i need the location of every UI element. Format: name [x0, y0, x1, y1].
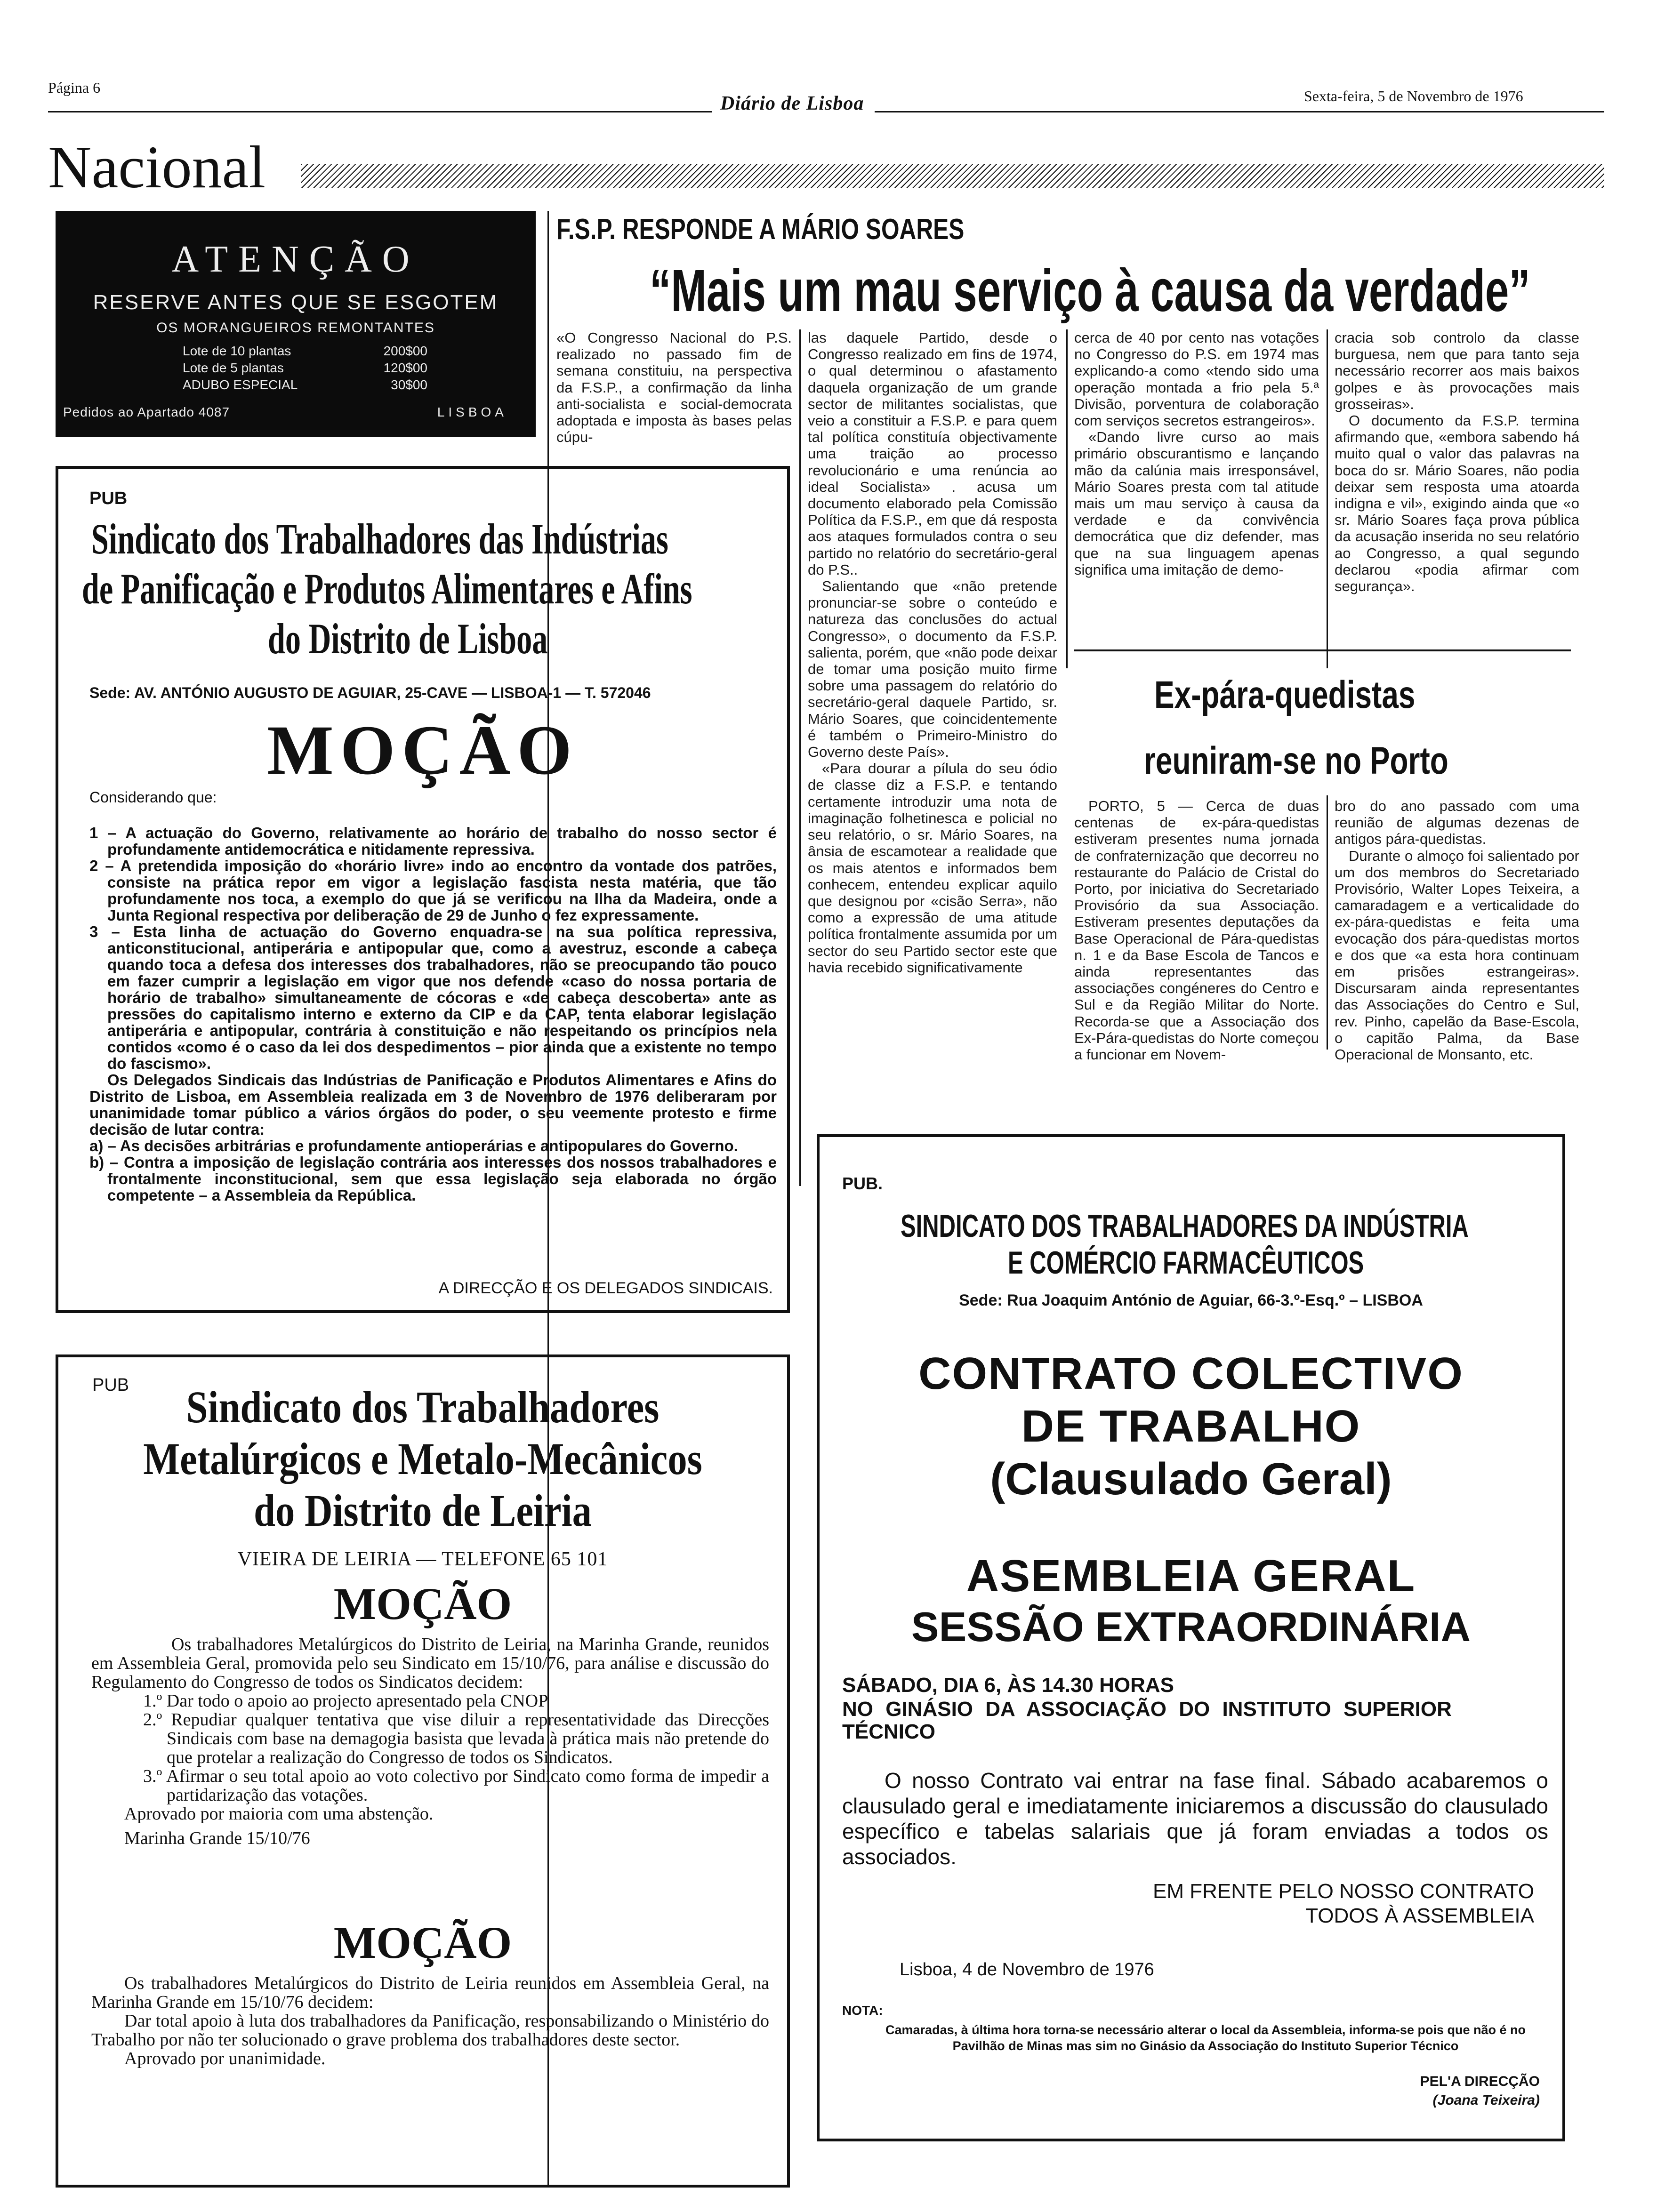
ad-leiria [56, 1354, 790, 2188]
ad-farm-big-5: SESSÃO EXTRAORDINÁRIA [911, 1603, 1471, 1650]
paraquedistas-column-rule [1327, 795, 1328, 1050]
ad-leiria-motion-2: MOÇÃO [333, 1917, 512, 1968]
ad-leiria-title-2: Metalúrgicos e Metalo-Mecânicos [143, 1434, 702, 1484]
ad-atencao-line-1 [183, 344, 427, 359]
ad-farm-big-3: (Clausulado Geral) [990, 1454, 1392, 1504]
item: 3.º Afirmar o seu total apoio ao voto colectivo por Sindicato como forma de impedir a partidarização das votações. [143, 1766, 769, 1805]
paragraph: O documento da F.S.P. termina afirmando que, «embora sabendo há muito qual o valor das palavras na boca do sr. Mário Soares, não podia deixar sem resposta uma atoarda indigna e vil», exigindo ainda que «o sr. Mário Soares faça prova pública da acusação inserida no seu relatório ao Congresso, a qual segundo declarou «podia afirmar com segurança». [1335, 412, 1579, 595]
column-rule-3 [1066, 329, 1068, 668]
ad-panificacao-title-3 [268, 614, 657, 664]
ad-leiria-title-1: Sindicato dos Trabalhadores [186, 1382, 660, 1432]
paragraph: «Dando livre curso ao mais primário obscurantismo e lançando mão da calúnia mais irresponsável, Mário Soares presta com tal atitude mais um mau serviço à causa da verdade e da convivência democrática que diz defender, mas que na sua linguagem apenas significa uma imitação de demo- [1074, 429, 1319, 578]
ad-atencao-product: OS MORANGUEIROS REMONTANTES [156, 320, 435, 336]
paragraph: Os trabalhadores Metalúrgicos do Distrito de Leiria, na Marinha Grande, reunidos em Assembleia Geral, promovida pelo seu Sindicato em 15/10/76, para análise e discussão do Regulamento do Congresso de todos os Sindicatos decidem: [91, 1635, 769, 1692]
item: 3 – Esta linha de actuação do Governo enquadra-se na sua política repressiva, anticonstitucional, antiperária e antipopular que, como a avestruz, esconde a cabeça quando toca a defesa dos interesses dos trabalhadores, não se preocupando tão pouco em fazer cumprir a legislação em vigor que nos defende «caso do nossa portaria de horário de trabalho» simultaneamente de cócoras e «de cabeça descoberta» ante as pressões do capitalismo interno e externo da CIP e da CAP, tenta elaborar legislação antiperária e antipopular, contrária à constituição e não respeitando os princípios nela contidos «como é o caso da lei dos despedimentos – pior ainda que a existente no tempo do fascismo». [89, 923, 777, 1072]
article-fsp-col4 [1335, 329, 1579, 594]
ad-farm-big-2: DE TRABALHO [1021, 1401, 1361, 1451]
article-fsp-col1 [556, 329, 792, 445]
price-value: 120$00 [383, 361, 427, 375]
paragraph: Os trabalhadores Metalúrgicos do Distrito de Leiria reunidos em Assembleia Geral, na Marinha Grande em 15/10/76 decidem: [91, 1973, 769, 2012]
paragraph: cracia sob controlo da classe burguesa, nem que para tanto seja necessário recorrer aos mais baixos golpes e às provocações mais grosseiras». [1335, 329, 1579, 412]
ad-leiria-body-1 [91, 1635, 769, 1848]
issue-date: Sexta-feira, 5 de Novembro de 1976 [1304, 88, 1523, 104]
headline-text: reuniram-se no Porto [1144, 739, 1448, 782]
paragraph: Dar total apoio à luta dos trabalhadores da Panificação, responsabilizando o Ministério do Trabalho por não ter solucionado o grave problema dos trabalhadores deste sector. [91, 2011, 769, 2050]
ad-atencao-line-2 [183, 361, 427, 376]
paragraph: bro do ano passado com uma reunião de algumas dezenas de antigos pára-quedistas. [1335, 798, 1579, 848]
item: 2 – A pretendida imposição do «horário livre» indo ao encontro da vontade dos patrões, consiste na prática repor em vigor a legislação fascista nesta matéria, que tão profundamente nos toca, a exemplo do que já se verificou na Ilha da Madeira, onde a Junta Regional respectiva por deliberação de 29 de Junho o fez expressamente. [89, 857, 777, 924]
ad-atencao-orders: Pedidos ao Apartado 4087 [63, 405, 230, 419]
header-rule-left [48, 111, 712, 112]
article-fsp-col3 [1074, 329, 1319, 578]
ad-panificacao-intro: Considerando que: [89, 789, 217, 806]
article-fsp-col2 [808, 329, 1057, 976]
paragraph: las daquele Partido, desde o Congresso realizado em fins de 1974, o qual determinou o afastamento daquela organização de um grande sector de militantes socialistas, que veio a constituir a F.S.P. e para quem tal política constituía objectivamente uma traição ao processo revolucionário e uma renúncia ao ideal Socialista» . acusa um documento elaborado pela Comissão Política da F.S.P., em que dá resposta aos ataques formulados contra o seu partido no relatório do secretário-geral do P.S.. [808, 329, 1057, 578]
price-label: Lote de 5 plantas [183, 361, 284, 375]
article-fsp-headline [650, 256, 1657, 325]
paragraph: Salientando que «não pretende pronunciar-se sobre o conteúdo e natureza das conclusões do actual Congresso», o documento da F.S.P. salienta, porém, que «não pode deixar de tomar uma posição muito firme sobre uma passagem do relatório do secretário-geral daquele Partido, sr. Mário Soares, que coincidentemente é também o Primeiro-Ministro do Governo deste País». [808, 578, 1057, 761]
paragraph: Aprovado por unanimidade. [124, 2049, 326, 2068]
paraquedistas-headline-2 [1144, 739, 1534, 783]
price-value: 30$00 [391, 377, 427, 392]
section-hatch-bar [301, 164, 1604, 188]
paragraph: Marinha Grande 15/10/76 [124, 1828, 310, 1848]
column-rule-mid [799, 329, 801, 1186]
ad-farm-sign-1: PEL'A DIRECÇÃO [1420, 2074, 1540, 2089]
ad-atencao-subtitle: RESERVE ANTES QUE SE ESGOTEM [93, 291, 499, 314]
ad-leiria-body-2 [91, 1974, 769, 2068]
item: 1.º Dar todo o apoio ao projecto apresentado pela CNOP [143, 1691, 548, 1711]
ad-farm-nota-label: NOTA: [842, 2003, 883, 2018]
paraquedistas-top-rule [1074, 649, 1571, 651]
section-title: Nacional [48, 134, 265, 200]
title-text: E COMÉRCIO FARMACÊUTICOS [1008, 1245, 1364, 1281]
paragraph: Aprovado por maioria com uma abstenção. [124, 1804, 434, 1824]
ad-panificacao-title-2 [82, 564, 930, 614]
ad-leiria-motion-1: MOÇÃO [333, 1579, 512, 1629]
header-rule-right [875, 111, 1604, 112]
paragraph: PORTO, 5 — Cerca de duas centenas de ex-pára-quedistas estiveram presentes numa jornada de confraternização que decorreu no restaurante do Palácio de Cristal do Porto, por iniciativa do Secretariado Provisório da sua Associação. Estiveram presentes deputações da Base Operacional de Pára-quedistas n. 1 e da Base Escola de Tancos e ainda representantes das associações congéneres do Centro e Sul e da Região Militar do Norte. Recorda-se que a Associação dos Ex-Pára-quedistas do Norte começou a funcionar em Novem- [1074, 798, 1319, 1063]
page-number: Página 6 [48, 79, 101, 96]
ad-farm-nota: Camaradas, à última hora torna-se necessário alterar o local da Assembleia, informa-se pois que não é no Pavilhão de Minas mas sim no Ginásio da Associação do Instituto Superior Técnico [885, 2023, 1526, 2053]
ad-atencao-city: LISBOA [437, 405, 507, 419]
item: 1 – A actuação do Governo, relativamente ao horário de trabalho do nosso sector é profundamente antidemocrática e nitidamente repressiva. [89, 824, 777, 858]
ad-farm-title-1 [901, 1208, 1657, 1244]
price-value: 200$00 [383, 344, 427, 358]
paragraph: cerca de 40 por cento nas votações no Congresso do P.S. em 1974 mas explicando-a como «tendo sido uma operação montada a frio pela 5.ª Divisão, porventura de colaboração com serviços secretos estrangeiros». [1074, 329, 1319, 429]
title-text: de Panificação e Produtos Alimentares e Afins [82, 565, 692, 613]
paragraph: «Para dourar a pílula do seu ódio de classe diz a F.S.P. e tentando certamente introduzir uma nota de imaginação folhetinesca e policial no seu relatório, o sr. Mário Soares, na ânsia de escamotear a realidade que os mais atentos e informados bem conhecem, entendeu explicar aquilo que designou por «cisão Serra», não como a expressão de uma atitude política frontalmente assumida por um sector do seu Partido sector este que havia recebido significativamente [808, 760, 1057, 976]
ad-atencao-title: ATENÇÃO [171, 239, 420, 280]
ad-atencao [56, 211, 536, 437]
paraquedistas-headline-1 [1154, 673, 1489, 717]
paragraph: «O Congresso Nacional do P.S. realizado no passado fim de semana constituiu, na perspectiva da F.S.P., a confirmação da linha anti-socialista e social-democrata adoptada e imposta às bases pelas cúpu- [556, 329, 792, 446]
ad-panificacao-pub: PUB [89, 489, 128, 508]
headline-text: “Mais um mau serviço à causa da verdade” [650, 257, 1530, 324]
ad-farm-slogan-2: TODOS À ASSEMBLEIA [1305, 1904, 1534, 1927]
article-fsp-kicker [556, 213, 1066, 246]
ad-farm-sign-2: (Joana Teixeira) [1432, 2092, 1540, 2108]
ad-panificacao [56, 466, 790, 1313]
ad-panificacao-body [89, 825, 777, 1203]
ad-leiria-title-3: do Distrito de Leiria [254, 1485, 592, 1536]
ad-leiria-address: VIEIRA DE LEIRIA — TELEFONE 65 101 [237, 1548, 608, 1570]
masthead: Diário de Lisboa [720, 93, 864, 114]
ad-panificacao-title-1 [91, 514, 893, 564]
ad-farm-body: O nosso Contrato vai entrar na fase final. Sábado acabaremos o clausulado geral e imediatamente iniciaremos a discussão do clausulado específico e tabelas salariais que já foram enviadas a todos os associados. [842, 1768, 1548, 1869]
title-text: Sindicato dos Trabalhadores das Indústrias [91, 515, 668, 563]
ad-farmaceuticos [817, 1134, 1565, 2141]
ad-leiria-pub: PUB [92, 1375, 129, 1395]
price-label: Lote de 10 plantas [183, 344, 291, 358]
paraquedistas-col1 [1074, 798, 1319, 1063]
column-rule-4 [1327, 329, 1328, 668]
item: b) – Contra a imposição de legislação contrária aos interesses dos nossos trabalhadores e frontalmente inconstitucional, sem que essa legislação seja elaborada no órgão competente – a Assembleia da República. [89, 1154, 777, 1204]
paragraph: Durante o almoço foi salientado por um dos membros do Secretariado Provisório, Walter Lopes Teixeira, a camaradagem e a verticalidade do ex-pára-quedistas e feita uma evocação dos pára-quedistas mortos e dos que «a esta hora continuam em prisões estrangeiras». Discursaram ainda representantes das Associações do Centro e Sul, rev. Pinho, capelão da Base-Escola, o capitão Palma, da Base Operacional de Monsanto, etc. [1335, 847, 1579, 1063]
ad-farm-when: SÁBADO, DIA 6, ÀS 14.30 HORAS [842, 1674, 1174, 1697]
ad-farm-address: Sede: Rua Joaquim António de Aguiar, 66-3.º-Esq.º – LISBOA [959, 1291, 1423, 1309]
item: 2.º Repudiar qualquer tentativa que vise diluir a representatividade das Direcções Sindicais com base na demagogia basista que levada à prática mais não pretende do que protelar a realização do Congresso de todos os Sindicatos. [143, 1710, 769, 1767]
item: a) – As decisões arbitrárias e profundamente antioperárias e antipopulares do Governo. [89, 1137, 738, 1154]
ad-farm-title-2 [1008, 1244, 1502, 1281]
ad-farm-date: Lisboa, 4 de Novembro de 1976 [900, 1960, 1154, 1980]
price-label: ADUBO ESPECIAL [183, 377, 298, 392]
ad-panificacao-address: Sede: AV. ANTÓNIO AUGUSTO DE AGUIAR, 25-CAVE — LISBOA-1 — T. 572046 [89, 684, 651, 701]
ad-panificacao-motion: MOÇÃO [267, 711, 579, 789]
ad-panificacao-signature: A DIRECÇÃO E OS DELEGADOS SINDICAIS. [438, 1279, 773, 1297]
paragraph: Os Delegados Sindicais das Indústrias de Panificação e Produtos Alimentares e Afins do Distrito de Lisboa, em Assembleia realizada em 3 de Novembro de 1976 deliberaram por unanimidade tomar público a vários órgãos do poder, o seu veemente protesto e firme decisão de lutar contra: [89, 1071, 777, 1138]
kicker-text: F.S.P. RESPONDE A MÁRIO SOARES [556, 213, 965, 246]
ad-atencao-line-3 [183, 377, 427, 393]
ad-farm-slogan-1: EM FRENTE PELO NOSSO CONTRATO [1152, 1880, 1534, 1903]
ad-farm-where: NO GINÁSIO DA ASSOCIAÇÃO DO INSTITUTO SUPERIOR TÉCNICO [842, 1698, 1452, 1743]
ad-farm-big-1: CONTRATO COLECTIVO [918, 1348, 1464, 1399]
ad-farm-big-4: ASEMBLEIA GERAL [966, 1551, 1416, 1601]
title-text: do Distrito de Lisboa [268, 615, 548, 663]
paraquedistas-col2 [1335, 798, 1579, 1063]
headline-text: Ex-pára-quedistas [1154, 673, 1416, 716]
title-text: SINDICATO DOS TRABALHADORES DA INDÚSTRIA [901, 1208, 1469, 1244]
ad-farm-pub: PUB. [842, 1174, 883, 1193]
